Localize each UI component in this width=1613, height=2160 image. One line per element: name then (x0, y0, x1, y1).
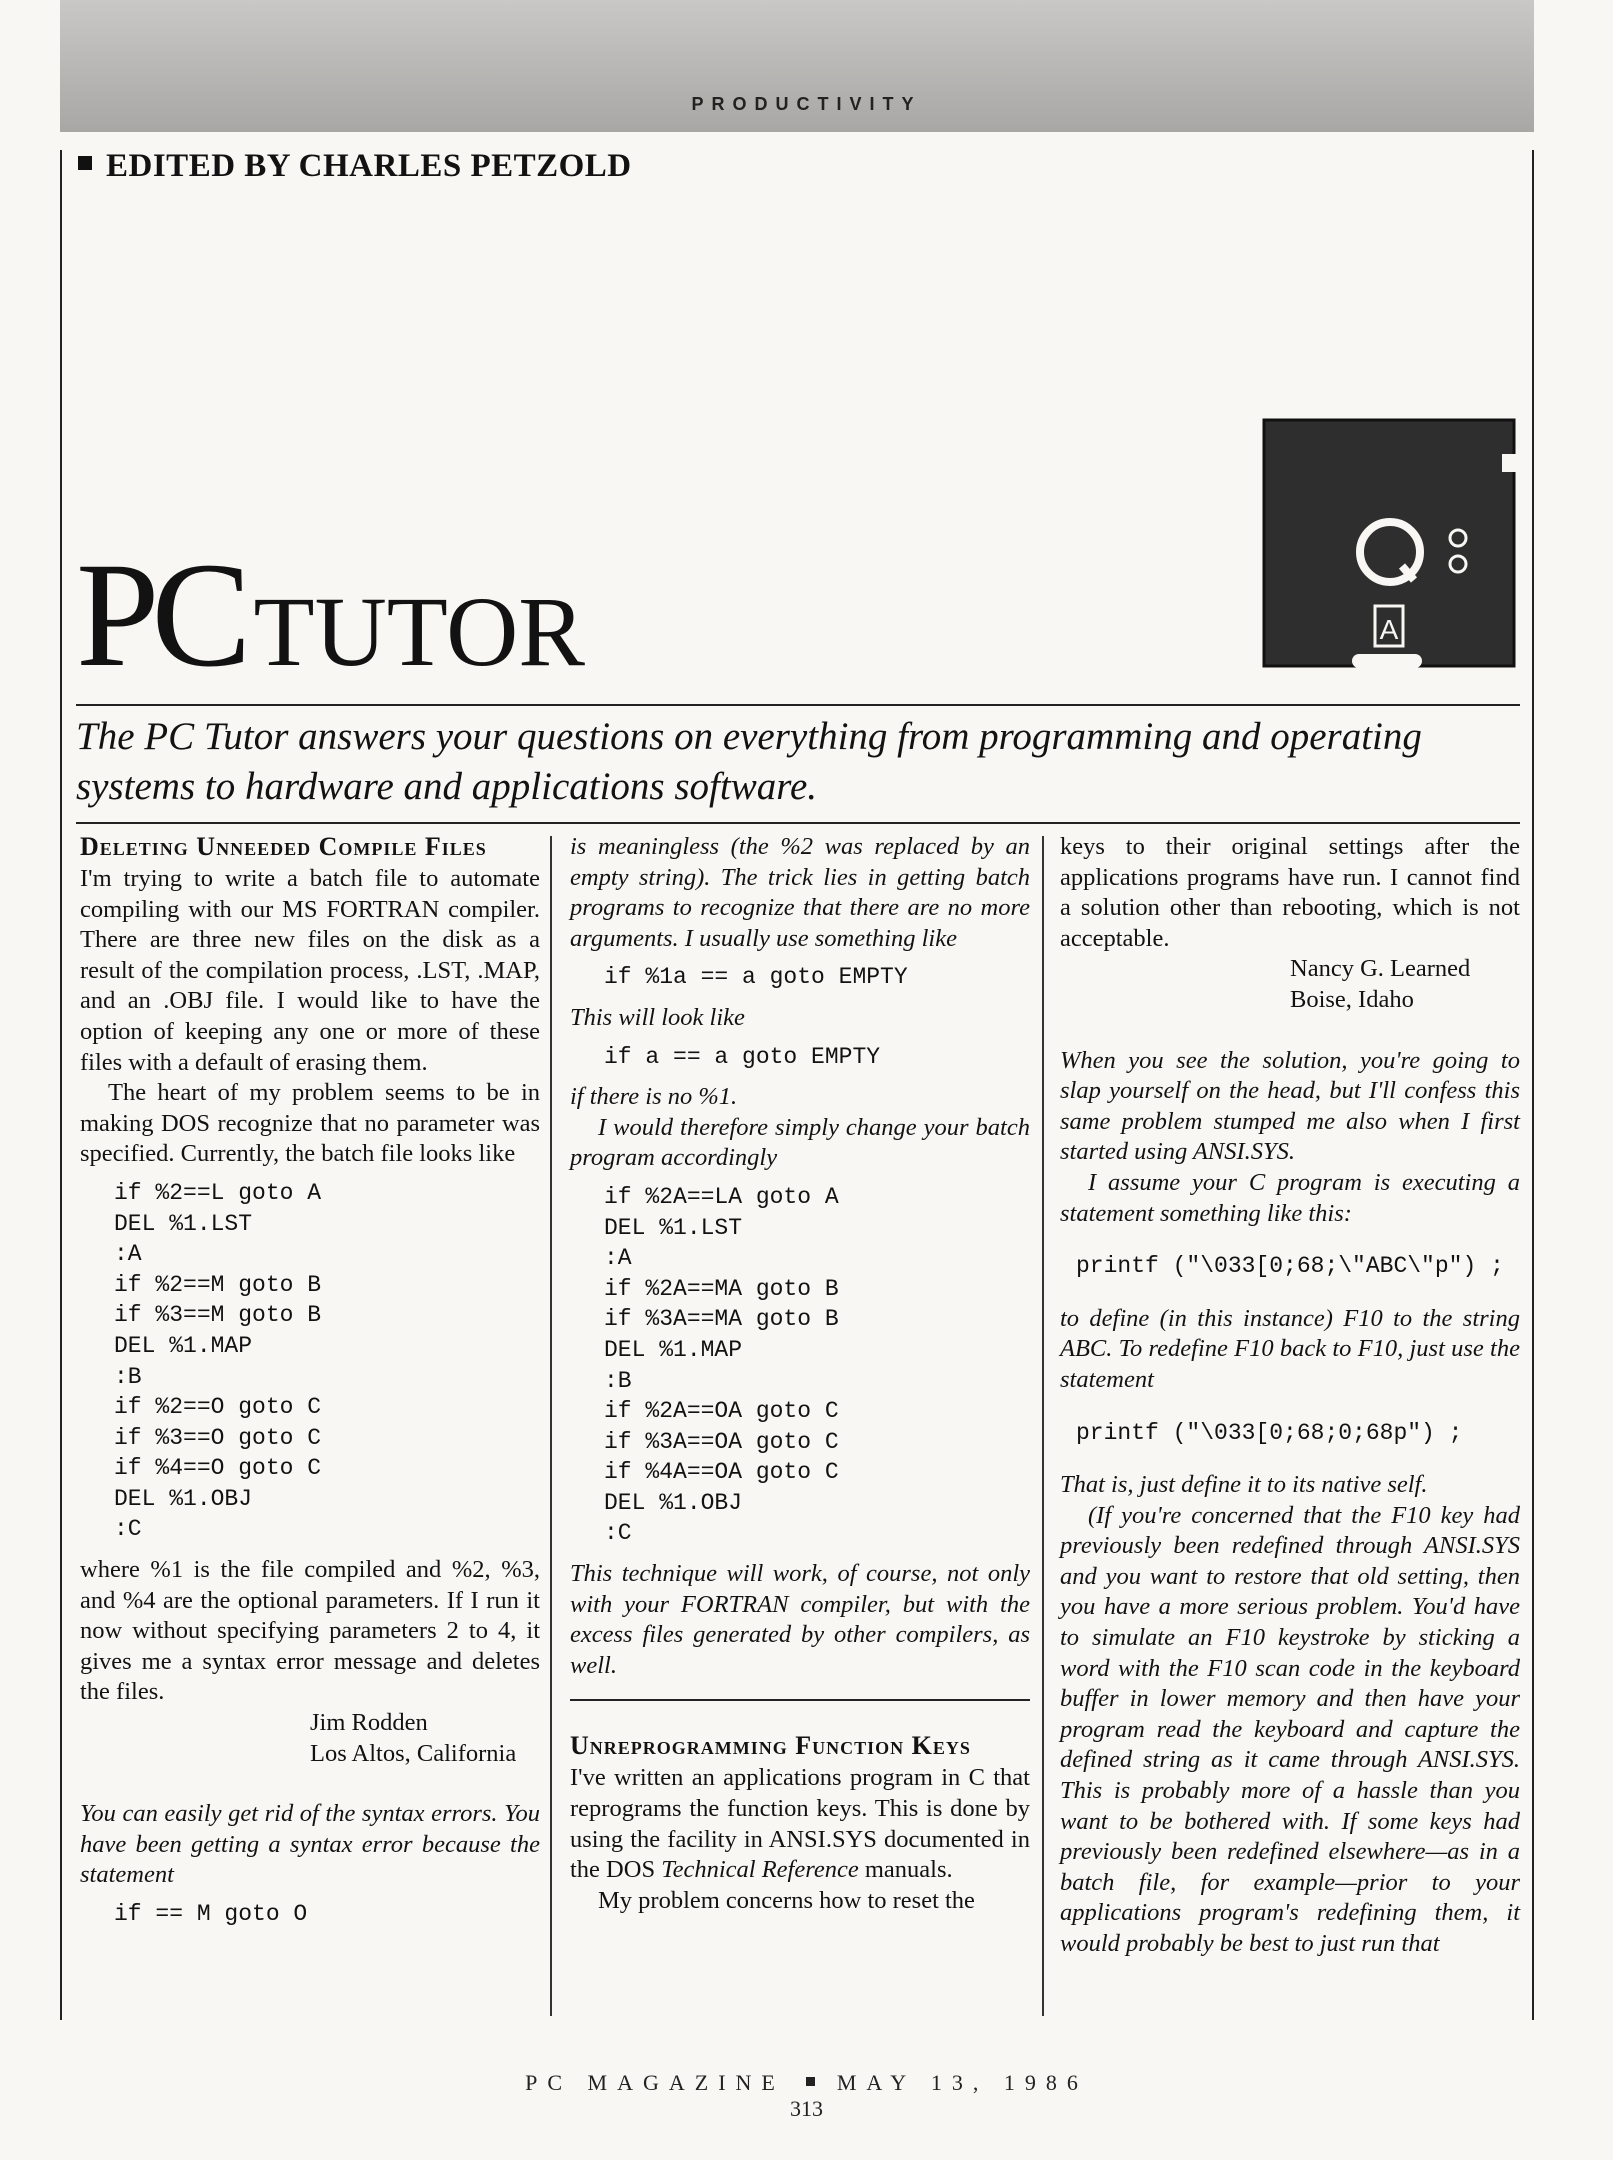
subtitle-bottom-rule (76, 822, 1520, 824)
editor-credit (78, 148, 632, 185)
code-block: if == M goto O (114, 1901, 308, 1927)
answer-paragraph: When you see the solution, you're going to slap yourself on the head, but I'll confess this same problem stumped me also when I first started using ANSI.SYS. (1060, 1046, 1520, 1166)
answer-paragraph: I would therefore simply change your batch program accordingly (570, 1113, 1030, 1172)
code-block: printf ("\033[0;68;\"ABC\"p") ; (1076, 1253, 1504, 1280)
column-divider (550, 836, 552, 2016)
column-1 (80, 832, 540, 1940)
question-text: manuals. (858, 1856, 953, 1884)
code-block: if %2A==LA goto A DEL %1.LST :A if %2A==MA goto B if %3A==MA goto B DEL %1.MAP :B if %2A==OA goto C if %3A==OA goto C if %4A==OA goto C DEL %1.OBJ :C (604, 1183, 839, 1547)
code-block: printf ("\033[0;68;0;68p") ; (1076, 1419, 1463, 1446)
title-pc: PC (76, 532, 244, 698)
code-block: if a == a goto EMPTY (604, 1043, 881, 1070)
page-number: 313 (790, 2096, 823, 2121)
magazine-name: PC MAGAZINE (525, 2070, 785, 2095)
column-2 (570, 832, 1030, 1916)
answer-paragraph: I assume your C program is executing a statement something like this: (1060, 1168, 1520, 1227)
answer-paragraph: You can easily get rid of the syntax errors. You have been getting a syntax error because the statement (80, 1800, 540, 1889)
title-tutor: TUTOR (253, 576, 585, 687)
logo-q: Q (1562, 718, 1563, 719)
answer-paragraph: if there is no %1. (570, 1083, 738, 1111)
floppy-disk-logo (1262, 418, 1563, 719)
signature-name: Nancy G. Learned (1290, 955, 1471, 983)
signature-name: Jim Rodden (310, 1709, 428, 1737)
subtitle: The PC Tutor answers your questions on everything from programming and operating systems to hardware and applications software. (76, 715, 1422, 808)
manual-title: Technical Reference (661, 1856, 859, 1884)
signature-place: Boise, Idaho (1290, 985, 1414, 1013)
floppy-disk-icon (1262, 418, 1563, 719)
question-paragraph (570, 1763, 1030, 1885)
signature (1290, 954, 1520, 1015)
question-paragraph: where %1 is the file compiled and %2, %3, and %4 are the optional parameters. If I run it now without specifying parameters 2 to 4, it gives me a syntax error message and deletes the files. (80, 1556, 540, 1706)
answer-paragraph: This will look like (570, 1003, 745, 1031)
question-paragraph: keys to their original settings after the applications programs have run. I cannot find a solution other than rebooting, which is not acceptable. (1060, 833, 1520, 952)
right-border-rule (1532, 150, 1534, 2020)
bullet-square-icon (806, 2077, 815, 2086)
question-paragraph: I'm trying to write a batch file to automate compiling with our MS FORTRAN compiler. There are three new files on the disk as a result of the compilation process, .LST, .MAP, and an .OBJ file. I would like to have the option of keeping any one or more of these files with a default of erasing them. (80, 865, 540, 1076)
editor-credit-text: EDITED BY CHARLES PETZOLD (106, 148, 632, 184)
answer-paragraph: This technique will work, of course, not only with your FORTRAN compiler, but with the excess files generated by other compilers, as well. (570, 1560, 1030, 1679)
subtitle-top-rule (76, 704, 1520, 706)
article-heading: Deleting Unneeded Compile Files (80, 832, 487, 861)
question-paragraph: My problem concerns how to reset the (598, 1886, 975, 1914)
column-divider (1042, 836, 1044, 2016)
answer-paragraph: is meaningless (the %2 was replaced by an empty string). The trick lies in getting batch programs to recognize that there are no more arguments. I usually use something like (570, 833, 1030, 952)
answer-paragraph: to define (in this instance) F10 to the string ABC. To redefine F10 back to F10, just use the statement (1060, 1304, 1520, 1393)
signature-place: Los Altos, California (310, 1739, 517, 1767)
article-heading: Unreprogramming Function Keys (570, 1731, 971, 1761)
page-title (76, 532, 585, 698)
page-footer (0, 2070, 1613, 2096)
section-label: PRODUCTIVITY (691, 94, 922, 114)
logo-a: A (1379, 614, 1399, 645)
code-block: if %2==L goto A DEL %1.LST :A if %2==M goto B if %3==M goto B DEL %1.MAP :B if %2==O goto C if %3==O goto C if %4==O goto C DEL %1.OBJ :C (114, 1179, 322, 1543)
section-divider (570, 1699, 1030, 1701)
left-border-rule (60, 150, 62, 2020)
bullet-square-icon (78, 156, 92, 170)
question-paragraph: The heart of my problem seems to be in making DOS recognize that no parameter was specified. Currently, the batch file looks like (80, 1079, 540, 1168)
answer-paragraph: (If you're concerned that the F10 key had previously been redefined through ANSI.SYS and you want to restore that old setting, then you have a more serious problem. You'd have to simulate an F10 keystroke by sticking a word with the F10 scan code in the keyboard buffer in lower memory and then have your program read the keyboard and capture the defined string as it came through ANSI.SYS. This is probably more of a hassle than you want to be bothered with. If some keys had previously been redefined elsewhere—as in a batch file, for example—prior to your applications program's redefining them, it would probably be best to just run that (1060, 1501, 1520, 1957)
signature (310, 1708, 540, 1769)
question-text: I've written an applications program in C that reprograms the function keys. This is done by using the facility in ANSI.SYS documented in the DOS (570, 1764, 1030, 1884)
code-block: if %1a == a goto EMPTY (604, 964, 908, 991)
issue-date: MAY 13, 1986 (836, 2070, 1088, 2095)
column-3 (1060, 832, 1520, 1960)
answer-paragraph: That is, just define it to its native self. (1060, 1471, 1428, 1499)
